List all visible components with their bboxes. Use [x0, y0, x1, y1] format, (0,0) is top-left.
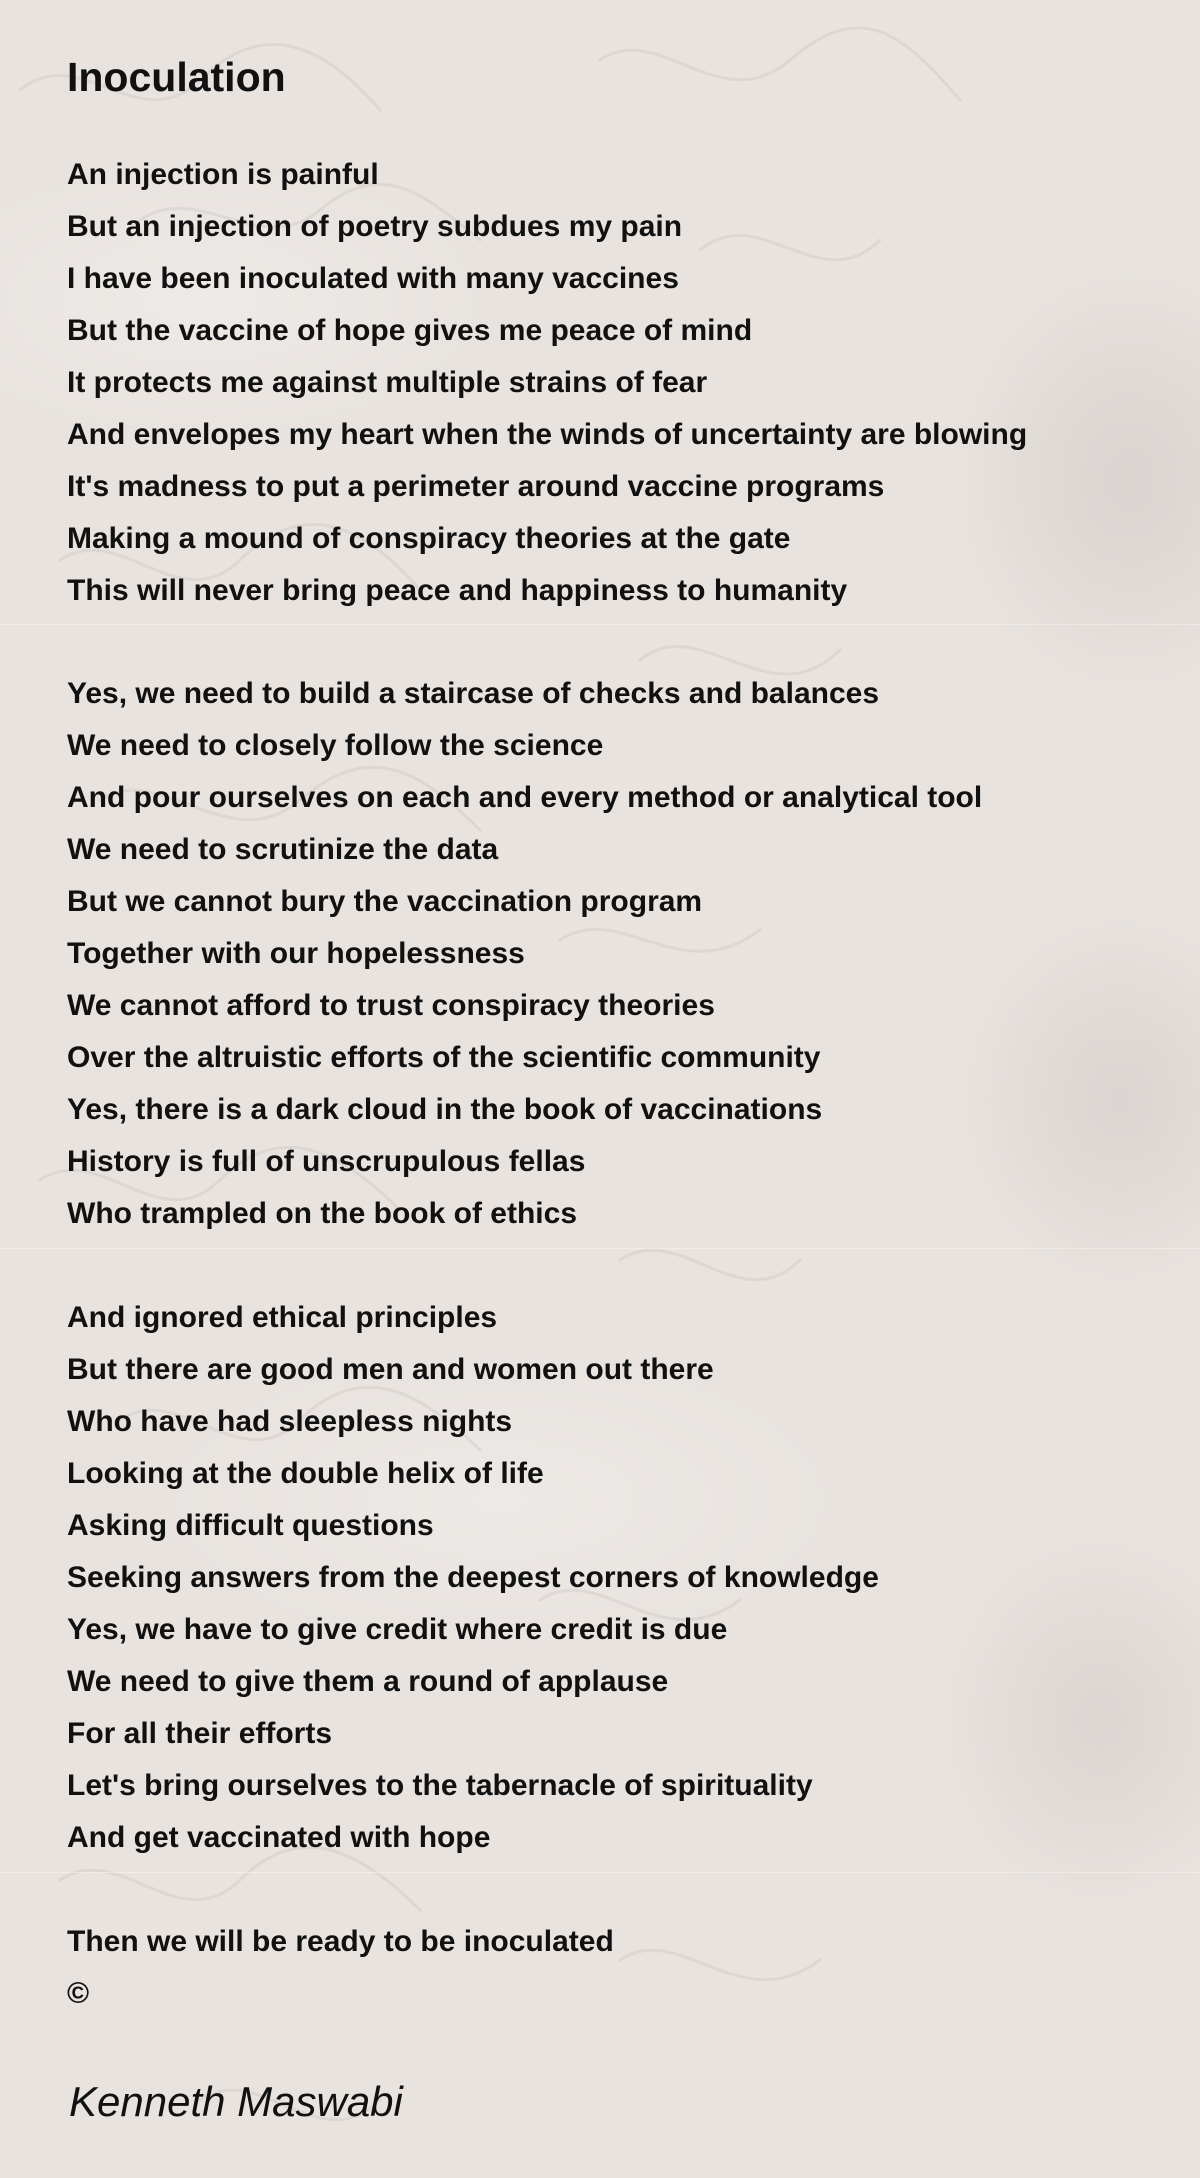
- stanza-2: [67, 668, 982, 1240]
- stanza-4: [67, 1916, 614, 2020]
- poem-line: I have been inoculated with many vaccines: [67, 262, 679, 295]
- poem-line: Who trampled on the book of ethics: [67, 1197, 577, 1230]
- poem-line: It's madness to put a perimeter around vaccine programs: [67, 470, 885, 503]
- poem-line: Yes, there is a dark cloud in the book of vaccinations: [67, 1093, 823, 1126]
- texture-seam: [0, 1872, 1200, 1873]
- poem-line: For all their efforts: [67, 1717, 333, 1750]
- stanza-3: [67, 1292, 879, 1864]
- poem-line: And ignored ethical principles: [67, 1301, 498, 1334]
- poem-line: Over the altruistic efforts of the scientific community: [67, 1041, 821, 1074]
- poem-line: Making a mound of conspiracy theories at the gate: [67, 522, 791, 555]
- poem-line: We need to closely follow the science: [67, 729, 604, 762]
- texture-seam: [0, 1248, 1200, 1249]
- poem-line: Seeking answers from the deepest corners of knowledge: [67, 1561, 879, 1594]
- author-name: Kenneth Maswabi: [69, 2078, 403, 2125]
- poem-line: But there are good men and women out there: [67, 1353, 714, 1386]
- poem-line: History is full of unscrupulous fellas: [67, 1145, 586, 1178]
- poem-line: And envelopes my heart when the winds of uncertainty are blowing: [67, 418, 1028, 451]
- poem-line: We cannot afford to trust conspiracy theories: [67, 989, 715, 1022]
- texture-seam: [0, 624, 1200, 625]
- poem-line: And get vaccinated with hope: [67, 1821, 491, 1854]
- stanza-1: [67, 149, 1027, 617]
- poem-line: An injection is painful: [67, 158, 379, 191]
- poem-line: We need to scrutinize the data: [67, 833, 499, 866]
- poem-line: But an injection of poetry subdues my pain: [67, 210, 683, 243]
- poem-line: But the vaccine of hope gives me peace of mind: [67, 314, 753, 347]
- poem-line: Yes, we have to give credit where credit is due: [67, 1613, 728, 1646]
- poem-line: Let's bring ourselves to the tabernacle of spirituality: [67, 1769, 813, 1802]
- poem-line: Together with our hopelessness: [67, 937, 525, 970]
- poem-line: Who have had sleepless nights: [67, 1405, 513, 1438]
- poem-line: Asking difficult questions: [67, 1509, 434, 1542]
- poem-line: Looking at the double helix of life: [67, 1457, 544, 1490]
- poem-title: Inoculation: [67, 54, 286, 100]
- poem-line: We need to give them a round of applause: [67, 1665, 669, 1698]
- poem-line: Yes, we need to build a staircase of checks and balances: [67, 677, 880, 710]
- poem-line: This will never bring peace and happiness to humanity: [67, 574, 848, 607]
- copyright-symbol: ©: [67, 1977, 90, 2010]
- poem-line: And pour ourselves on each and every method or analytical tool: [67, 781, 983, 814]
- poem-line: Then we will be ready to be inoculated: [67, 1925, 614, 1958]
- poem-line: It protects me against multiple strains of fear: [67, 366, 708, 399]
- poem-line: But we cannot bury the vaccination program: [67, 885, 703, 918]
